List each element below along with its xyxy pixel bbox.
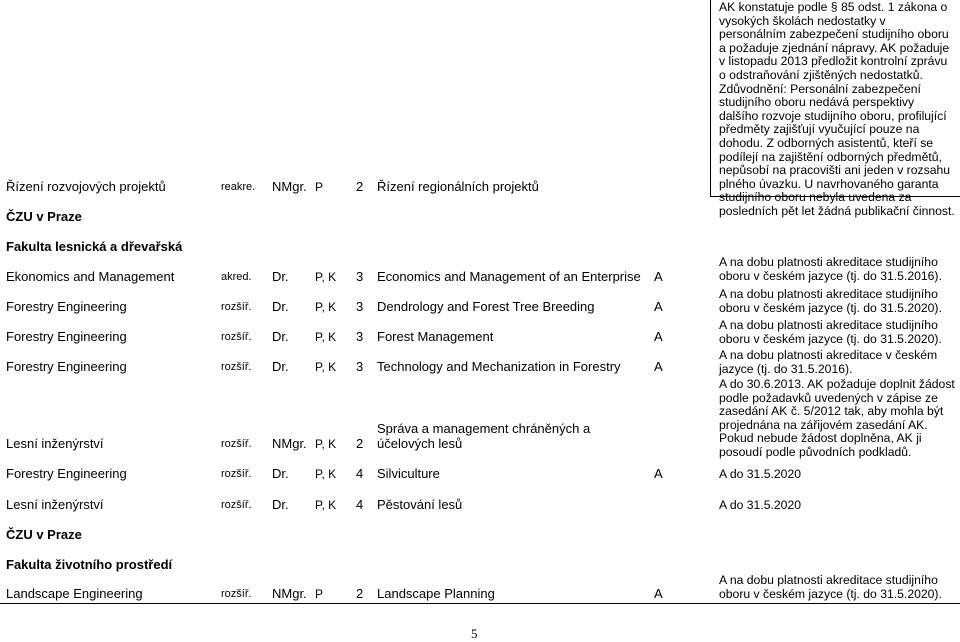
duration: 4 xyxy=(356,497,364,512)
subject: Pěstování lesů xyxy=(377,497,463,512)
program-name: Forestry Engineering xyxy=(6,466,127,481)
degree: Dr. xyxy=(272,359,289,374)
accreditation-type: reakre. xyxy=(221,181,256,193)
accreditation-type: rozšíř. xyxy=(221,301,252,313)
subject: Landscape Planning xyxy=(377,586,495,601)
study-form: P, K xyxy=(315,300,337,314)
degree: Dr. xyxy=(272,299,289,314)
degree: Dr. xyxy=(272,466,289,481)
accreditation-note: A do 31.5.2020 xyxy=(719,467,802,481)
degree: NMgr. xyxy=(272,179,307,194)
accreditation-note: A na dobu platnosti akreditace studijního oboru v českém jazyce (tj. do 31.5.2020). xyxy=(719,573,942,601)
result: A xyxy=(654,359,663,374)
program-name: Ekonomics and Management xyxy=(6,269,175,284)
study-form: P, K xyxy=(315,498,337,512)
program-name: Lesní inženýrství xyxy=(6,436,104,451)
duration: 2 xyxy=(356,436,364,451)
duration: 2 xyxy=(356,586,364,601)
study-form: P, K xyxy=(315,467,337,481)
page-number: 5 xyxy=(471,626,478,641)
subject: Technology and Mechanization in Forestry xyxy=(377,359,621,374)
program-name: Forestry Engineering xyxy=(6,329,127,344)
faculty-heading: Fakulta lesnická a dřevařská xyxy=(6,239,183,254)
result: A xyxy=(654,299,663,314)
subject: Dendrology and Forest Tree Breeding xyxy=(377,299,595,314)
study-form: P, K xyxy=(315,437,337,451)
duration: 3 xyxy=(356,329,364,344)
degree: Dr. xyxy=(272,329,289,344)
accreditation-note: AK konstatuje podle § 85 odst. 1 zákona o vysokých školách nedostatky v personálním zabezpečení studijního oboru a požaduje zjednání nápravy. AK požaduje v listopadu 2013 předložit kontrolní zprávu o odstraňování zjištěných nedostatků. Zdůvodnění: Personální zabezpečení studijního oboru nedává perspektivy dalšího rozvoje studijního oboru, profilující předměty zajišťují vyučující pouze na dohodu. Z odborných asistentů, kteří se podílejí na zajištění odborných předmětů, nepůsobí na pracovišti ani jeden v rozsahu plného úvazku. U navrhovaného garanta studijního oboru nebyla uvedena za posledních pět let žádná publikační činnost. xyxy=(719,0,955,218)
degree: NMgr. xyxy=(272,586,307,601)
accreditation-type: rozšíř. xyxy=(221,499,252,511)
accreditation-note: A do 30.6.2013. AK požaduje doplnit žádost podle požadavků uvedených v zápise ze zasedání AK č. 5/2012 tak, aby mohla být projednána na zářijovém zasedání AK. Pokud nebude žádost doplněna, AK ji posoudí podle původních podkladů. xyxy=(719,377,955,459)
duration: 3 xyxy=(356,269,364,284)
result: A xyxy=(654,329,663,344)
university-heading: ČZU v Praze xyxy=(6,209,82,224)
program-name: Landscape Engineering xyxy=(6,586,143,601)
degree: Dr. xyxy=(272,269,289,284)
study-form: P xyxy=(315,587,324,601)
degree: NMgr. xyxy=(272,436,307,451)
subject: Řízení regionálních projektů xyxy=(377,179,539,194)
duration: 3 xyxy=(356,359,364,374)
program-name: Forestry Engineering xyxy=(6,299,127,314)
subject: Forest Management xyxy=(377,329,494,344)
result: A xyxy=(654,586,663,601)
study-form: P, K xyxy=(315,360,337,374)
subject: Správa a management chráněných a účelových lesů xyxy=(377,421,591,451)
accreditation-note: A na dobu platnosti akreditace studijního oboru v českém jazyce (tj. do 31.5.2020). xyxy=(719,318,942,346)
university-heading: ČZU v Praze xyxy=(6,527,82,542)
result: A xyxy=(654,466,663,481)
table-bottom-border xyxy=(0,603,960,604)
accreditation-note: A na dobu platnosti akreditace studijního oboru v českém jazyce (tj. do 31.5.2020). xyxy=(719,287,942,315)
program-name: Řízení rozvojových projektů xyxy=(6,179,166,194)
study-form: P xyxy=(315,180,324,194)
accreditation-type: rozšíř. xyxy=(221,361,252,373)
faculty-heading: Fakulta životního prostředí xyxy=(6,557,173,572)
duration: 2 xyxy=(356,179,364,194)
accreditation-type: rozšíř. xyxy=(221,331,252,343)
result: A xyxy=(654,269,663,284)
duration: 3 xyxy=(356,299,364,314)
degree: Dr. xyxy=(272,497,289,512)
accreditation-type: akred. xyxy=(221,271,252,283)
study-form: P, K xyxy=(315,330,337,344)
accreditation-note: A na dobu platnosti akreditace v českém jazyce (tj. do 31.5.2016). xyxy=(719,348,938,376)
subject: Economics and Management of an Enterprise xyxy=(377,269,641,284)
subject: Silviculture xyxy=(377,466,440,481)
accreditation-note: A na dobu platnosti akreditace studijního oboru v českém jazyce (tj. do 31.5.2016). xyxy=(719,255,942,283)
accreditation-type: rozšíř. xyxy=(221,438,252,450)
accreditation-type: rozšíř. xyxy=(221,588,252,600)
program-name: Forestry Engineering xyxy=(6,359,127,374)
study-form: P, K xyxy=(315,270,337,284)
duration: 4 xyxy=(356,466,364,481)
accreditation-note: A do 31.5.2020 xyxy=(719,498,802,512)
program-name: Lesní inženýrství xyxy=(6,497,104,512)
accreditation-type: rozšíř. xyxy=(221,468,252,480)
